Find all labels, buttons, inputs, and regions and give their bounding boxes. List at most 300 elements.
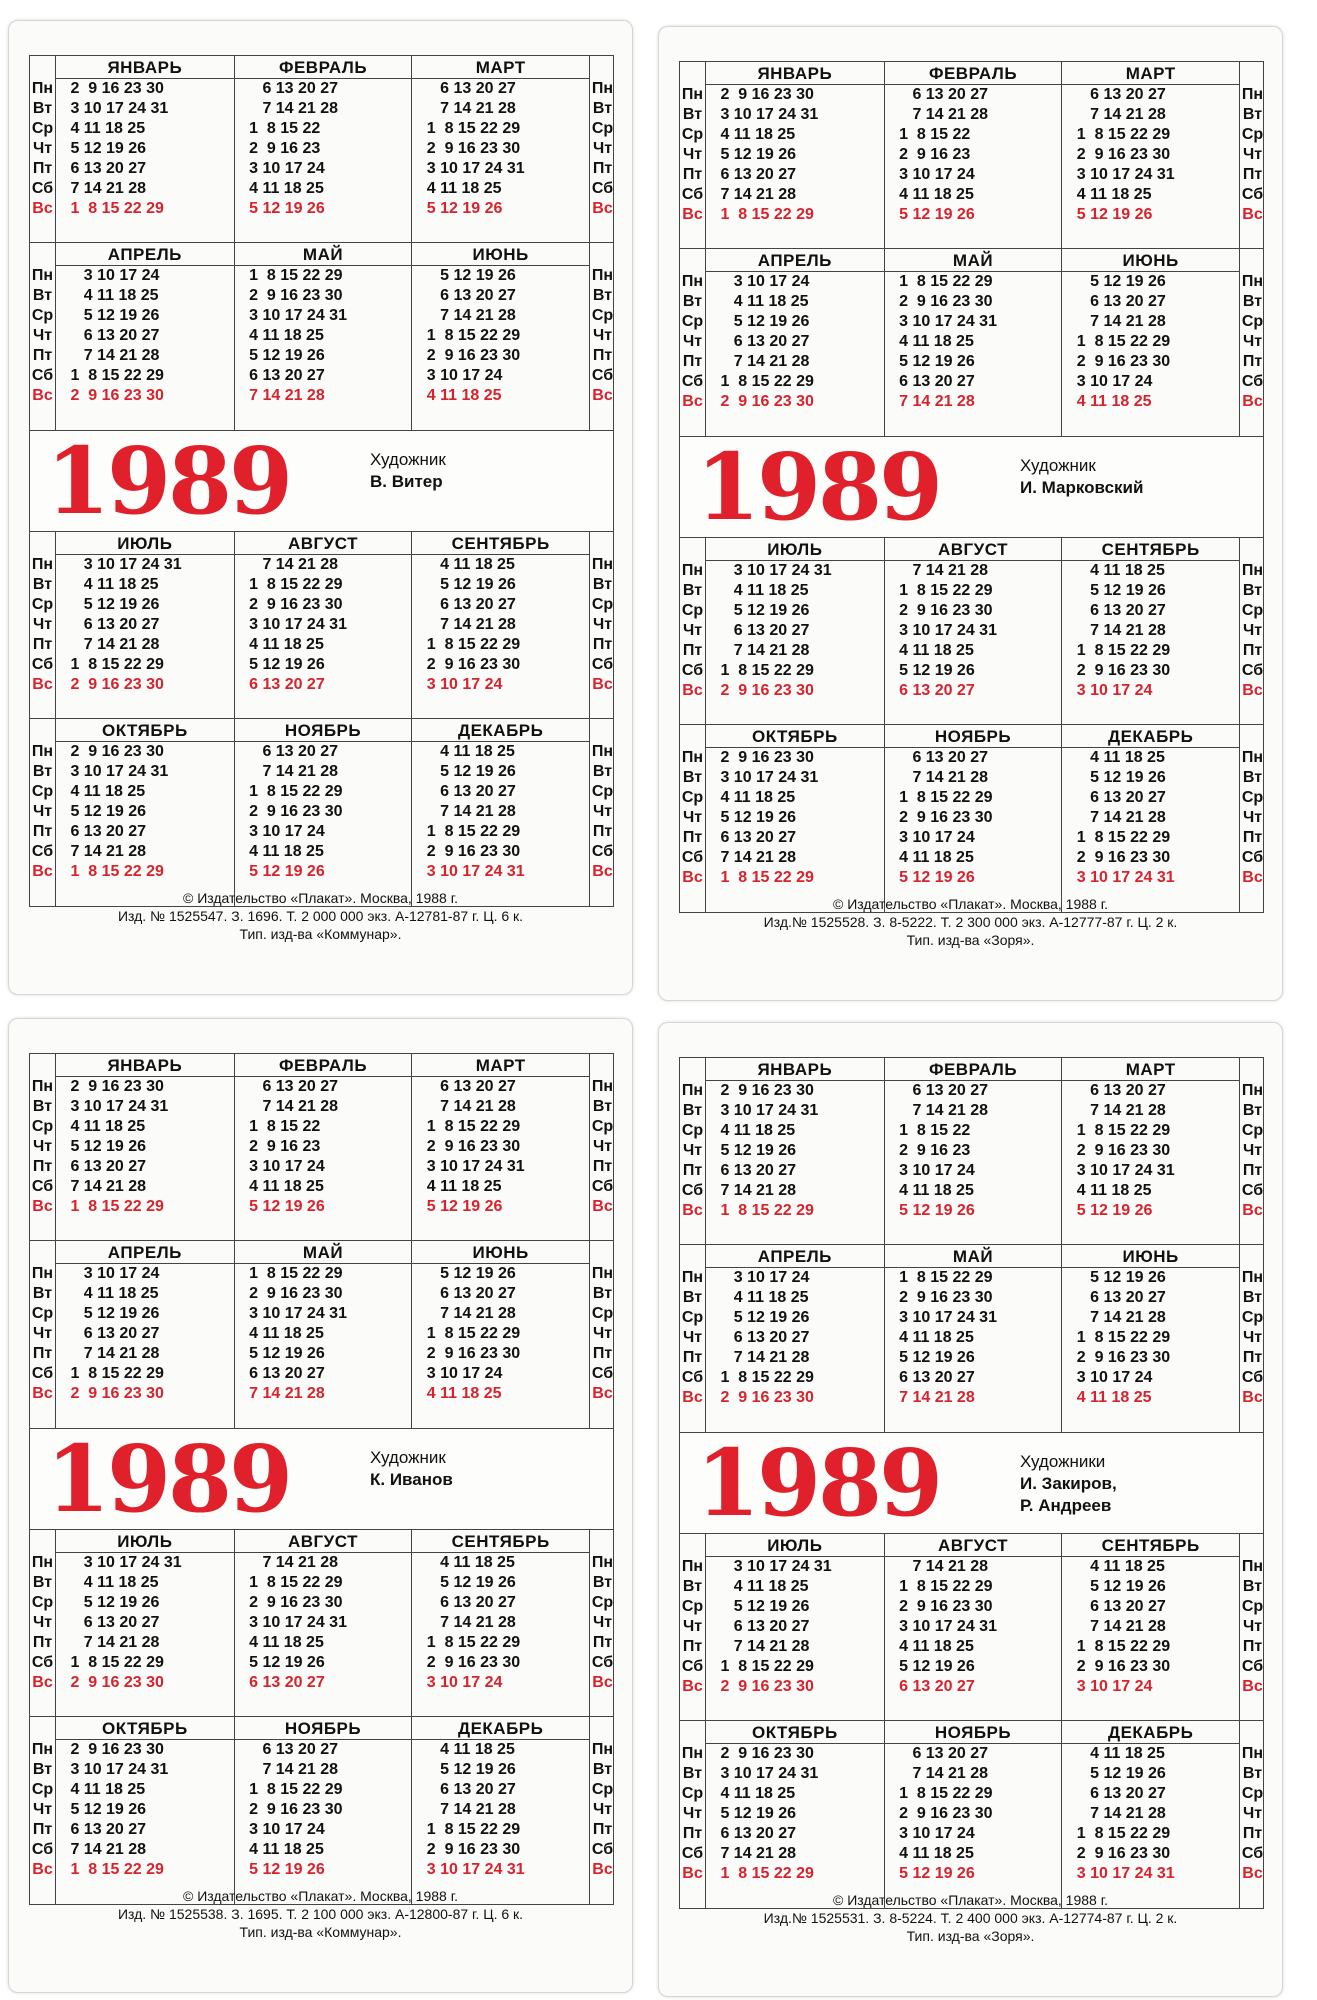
- week-row: 5 12 19 26: [716, 1805, 797, 1822]
- week-row: 5 12 19 26: [894, 1202, 975, 1219]
- month-name: АПРЕЛЬ: [56, 1241, 234, 1264]
- week-row: 4 11 18 25: [66, 1781, 146, 1798]
- weekday-label: Чт: [682, 1329, 703, 1346]
- week-row: 2 9 16 23 30: [422, 1345, 521, 1362]
- weekday-column: [589, 1054, 615, 1240]
- week-row: 2 9 16 23 30: [244, 1285, 343, 1302]
- week-row: 3 10 17 24 31: [66, 556, 182, 573]
- month: [884, 1534, 1062, 1720]
- weekday-label: Пт: [1242, 353, 1263, 370]
- week-row: 5 12 19 26: [1072, 1578, 1166, 1595]
- artist-name: И. Закиров,: [1020, 1474, 1117, 1493]
- week-row: 4 11 18 25: [66, 120, 146, 137]
- weekday-column: [589, 1241, 615, 1428]
- month: [884, 1058, 1062, 1244]
- weekday-label: Сб: [681, 1369, 704, 1386]
- imprint-text: [659, 895, 1282, 949]
- weekday-label: Пн: [1241, 1269, 1264, 1286]
- week-row: 1 8 15 22 29: [66, 1198, 164, 1215]
- week-row: 4 11 18 25: [244, 636, 324, 653]
- week-row: 1 8 15 22 29: [422, 1118, 521, 1135]
- week-row: 5 12 19 26: [66, 803, 147, 820]
- week-row: 2 9 16 23 30: [422, 1654, 521, 1671]
- month-name: ОКТЯБРЬ: [706, 725, 884, 748]
- week-row: 1 8 15 22 29: [716, 1865, 814, 1882]
- weekday-label: Вт: [682, 1102, 703, 1119]
- month-name: МАРТ: [412, 56, 589, 79]
- week-row: 5 12 19 26: [716, 1309, 810, 1326]
- week-row: 6 13 20 27: [1072, 1082, 1166, 1099]
- weekday-column: [589, 1717, 615, 1904]
- week-row: 5 12 19 26: [244, 347, 325, 364]
- week-row: 2 9 16 23 30: [1072, 662, 1171, 679]
- weekday-label: Пт: [592, 1821, 613, 1838]
- imprint-text: [9, 889, 632, 943]
- weekday-label: Вс: [32, 1198, 53, 1215]
- month: [56, 1241, 234, 1428]
- week-row: 4 11 18 25: [716, 582, 809, 599]
- week-row: 1 8 15 22 29: [244, 1265, 343, 1282]
- week-row: 5 12 19 26: [422, 267, 516, 284]
- weekday-label: Ср: [681, 1785, 704, 1802]
- weekday-label: Сб: [31, 367, 54, 384]
- week-row: 1 8 15 22 29: [1072, 126, 1171, 143]
- week-row: 4 11 18 25: [66, 1285, 159, 1302]
- imprint-text: [9, 1887, 632, 1941]
- week-row: 7 14 21 28: [716, 186, 797, 203]
- month: [1061, 249, 1239, 436]
- month-name: АВГУСТ: [885, 538, 1062, 561]
- week-row: 6 13 20 27: [1072, 602, 1166, 619]
- months-row: [56, 719, 589, 906]
- weekday-label: Ср: [31, 307, 54, 324]
- week-row: 7 14 21 28: [716, 642, 810, 659]
- week-row: 3 10 17 24 31: [422, 160, 525, 177]
- artist-name: В. Витер: [370, 472, 443, 491]
- weekday-label: Сб: [31, 843, 54, 860]
- week-row: 2 9 16 23: [894, 1142, 971, 1159]
- weekday-label: Пт: [682, 353, 703, 370]
- week-row: 3 10 17 24 31: [422, 1158, 525, 1175]
- weekday-column: [30, 56, 56, 242]
- weekday-label: Пт: [1242, 1349, 1263, 1366]
- week-row: 5 12 19 26: [1072, 1765, 1166, 1782]
- weekday-label: Ср: [591, 120, 614, 137]
- week-row: 4 11 18 25: [716, 1785, 796, 1802]
- week-row: 2 9 16 23 30: [422, 140, 521, 157]
- weekday-label: Вт: [592, 1285, 613, 1302]
- week-row: 7 14 21 28: [1072, 809, 1166, 826]
- calendar-grid: [679, 61, 1264, 913]
- week-row: 3 10 17 24 31: [244, 307, 347, 324]
- weekday-label: Вт: [592, 100, 613, 117]
- week-row: 4 11 18 25: [244, 180, 324, 197]
- week-row: 3 10 17 24 31: [422, 863, 525, 880]
- week-row: 2 9 16 23 30: [894, 1598, 993, 1615]
- months-row: [56, 1530, 589, 1716]
- week-row: 6 13 20 27: [716, 1825, 797, 1842]
- week-row: 4 11 18 25: [422, 556, 515, 573]
- weekday-label: Пт: [682, 1349, 703, 1366]
- week-row: 4 11 18 25: [716, 293, 809, 310]
- week-row: 3 10 17 24: [716, 1269, 810, 1286]
- week-row: 4 11 18 25: [1072, 1558, 1165, 1575]
- weekday-label: Вт: [682, 1289, 703, 1306]
- quarter-block: [29, 1717, 614, 1905]
- weekday-label: Пт: [1242, 1162, 1263, 1179]
- weekday-label: Ср: [681, 1122, 704, 1139]
- weekday-label: Чт: [682, 1618, 703, 1635]
- month: [411, 56, 589, 242]
- weekday-label: Пн: [31, 743, 54, 760]
- week-row: 1 8 15 22 29: [66, 656, 164, 673]
- week-row: 6 13 20 27: [716, 829, 797, 846]
- month-name: АВГУСТ: [885, 1534, 1062, 1557]
- quarter-block: [679, 725, 1264, 913]
- week-row: 3 10 17 24 31: [66, 1761, 169, 1778]
- week-row: 2 9 16 23 30: [716, 86, 814, 103]
- weekday-label: Пн: [681, 86, 704, 103]
- month-name: ОКТЯБРЬ: [56, 719, 234, 742]
- weekday-label: Вс: [1242, 1389, 1263, 1406]
- week-row: 5 12 19 26: [244, 1198, 325, 1215]
- weekday-label: Пн: [681, 1745, 704, 1762]
- week-row: 6 13 20 27: [66, 1325, 160, 1342]
- weekday-label: Пн: [681, 1558, 704, 1575]
- week-row: 7 14 21 28: [66, 843, 147, 860]
- week-row: 1 8 15 22: [894, 1122, 971, 1139]
- week-row: 3 10 17 24: [422, 676, 503, 693]
- week-row: 3 10 17 24 31: [66, 100, 169, 117]
- weekday-label: Пн: [31, 556, 54, 573]
- week-row: 1 8 15 22 29: [244, 783, 343, 800]
- week-row: 7 14 21 28: [894, 1765, 989, 1782]
- week-row: 4 11 18 25: [1072, 1182, 1152, 1199]
- calendar-grid: [679, 1057, 1264, 1909]
- week-row: 1 8 15 22 29: [716, 373, 814, 390]
- month-name: ФЕВРАЛЬ: [885, 1058, 1062, 1081]
- months-row: [706, 1058, 1239, 1244]
- week-row: 6 13 20 27: [422, 1781, 516, 1798]
- weekday-column: [30, 243, 56, 430]
- week-row: 6 13 20 27: [66, 1614, 160, 1631]
- week-row: 1 8 15 22 29: [422, 120, 521, 137]
- week-row: 4 11 18 25: [716, 126, 796, 143]
- week-row: 7 14 21 28: [716, 849, 797, 866]
- weekday-label: Пт: [1242, 642, 1263, 659]
- week-row: 7 14 21 28: [894, 1102, 989, 1119]
- week-row: 4 11 18 25: [66, 1574, 159, 1591]
- weekday-label: Чт: [682, 146, 703, 163]
- weekday-label: Пт: [32, 636, 53, 653]
- weekday-label: Чт: [32, 616, 53, 633]
- weekday-label: Пт: [682, 829, 703, 846]
- weekday-label: Сб: [591, 843, 614, 860]
- week-row: 6 13 20 27: [66, 616, 160, 633]
- weekday-label: Пн: [591, 1554, 614, 1571]
- weekday-label: Вт: [592, 1574, 613, 1591]
- week-row: 2 9 16 23: [244, 140, 321, 157]
- weekday-label: Вт: [592, 1761, 613, 1778]
- week-row: 2 9 16 23 30: [894, 293, 993, 310]
- week-row: 1 8 15 22 29: [244, 267, 343, 284]
- week-row: 7 14 21 28: [244, 763, 339, 780]
- artist-name: Р. Андреев: [1020, 1496, 1112, 1515]
- month: [1061, 1721, 1239, 1908]
- weekday-label: Вс: [1242, 869, 1263, 886]
- weekday-label: Ср: [681, 1598, 704, 1615]
- week-row: 6 13 20 27: [244, 80, 339, 97]
- month: [884, 1721, 1062, 1908]
- week-row: 3 10 17 24 31: [1072, 869, 1175, 886]
- week-row: 7 14 21 28: [1072, 1309, 1166, 1326]
- week-row: 4 11 18 25: [894, 849, 974, 866]
- month: [884, 725, 1062, 912]
- weekday-label: Чт: [32, 1325, 53, 1342]
- month-name: ЯНВАРЬ: [56, 1054, 234, 1077]
- week-row: 3 10 17 24 31: [66, 1554, 182, 1571]
- week-row: 7 14 21 28: [422, 307, 516, 324]
- weekday-label: Вт: [32, 763, 53, 780]
- week-row: 5 12 19 26: [1072, 1202, 1153, 1219]
- week-row: 2 9 16 23 30: [422, 843, 521, 860]
- weekday-label: Пт: [682, 642, 703, 659]
- week-row: 3 10 17 24: [422, 367, 503, 384]
- week-row: 2 9 16 23 30: [66, 1078, 164, 1095]
- week-row: 3 10 17 24 31: [244, 1305, 347, 1322]
- week-row: 3 10 17 24: [716, 273, 810, 290]
- weekday-label: Сб: [1241, 1658, 1264, 1675]
- week-row: 4 11 18 25: [894, 1182, 974, 1199]
- week-row: 6 13 20 27: [894, 1369, 975, 1386]
- weekday-label: Сб: [1241, 1369, 1264, 1386]
- imprint-line: Тип. изд-ва «Зоря».: [906, 1928, 1035, 1944]
- week-row: 6 13 20 27: [66, 327, 160, 344]
- week-row: 7 14 21 28: [244, 1554, 339, 1571]
- month-name: МАЙ: [885, 1245, 1062, 1268]
- week-row: 7 14 21 28: [66, 1178, 147, 1195]
- quarter-block: [679, 61, 1264, 249]
- week-row: 6 13 20 27: [1072, 1785, 1166, 1802]
- week-row: 3 10 17 24: [66, 267, 160, 284]
- week-row: 3 10 17 24: [422, 1674, 503, 1691]
- weekday-label: Ср: [1241, 1598, 1264, 1615]
- week-row: 1 8 15 22: [894, 126, 971, 143]
- week-row: 3 10 17 24: [66, 1265, 160, 1282]
- month: [706, 725, 884, 912]
- week-row: 2 9 16 23: [894, 146, 971, 163]
- week-row: 7 14 21 28: [244, 387, 325, 404]
- months-row: [706, 725, 1239, 912]
- month: [706, 538, 884, 724]
- week-row: 2 9 16 23 30: [422, 1841, 521, 1858]
- week-row: 7 14 21 28: [422, 803, 516, 820]
- week-row: 2 9 16 23 30: [1072, 849, 1171, 866]
- weekday-column: [680, 62, 706, 248]
- weekday-column: [1239, 1058, 1265, 1244]
- week-row: 6 13 20 27: [422, 80, 516, 97]
- week-row: 6 13 20 27: [1072, 293, 1166, 310]
- week-row: 7 14 21 28: [66, 1634, 160, 1651]
- year-banner: [679, 1429, 1264, 1537]
- weekday-label: Чт: [32, 327, 53, 344]
- weekday-column: [680, 1058, 706, 1244]
- week-row: 6 13 20 27: [244, 743, 339, 760]
- weekday-label: Чт: [592, 1325, 613, 1342]
- weekday-label: Вт: [1242, 293, 1263, 310]
- week-row: 7 14 21 28: [244, 556, 339, 573]
- weekday-column: [680, 1245, 706, 1432]
- week-row: 2 9 16 23 30: [894, 1805, 993, 1822]
- week-row: 4 11 18 25: [1072, 186, 1152, 203]
- weekday-label: Вт: [1242, 106, 1263, 123]
- weekday-label: Вт: [32, 287, 53, 304]
- month-name: ИЮНЬ: [412, 243, 589, 266]
- weekday-label: Ср: [591, 1118, 614, 1135]
- weekday-label: Пн: [591, 267, 614, 284]
- weekday-label: Чт: [592, 327, 613, 344]
- week-row: 5 12 19 26: [422, 763, 516, 780]
- weekday-label: Пн: [681, 273, 704, 290]
- week-row: 5 12 19 26: [716, 146, 797, 163]
- weekday-label: Ср: [681, 789, 704, 806]
- weekday-label: Ср: [31, 1118, 54, 1135]
- weekday-label: Вт: [1242, 769, 1263, 786]
- week-row: 6 13 20 27: [716, 1162, 797, 1179]
- week-row: 5 12 19 26: [894, 1349, 975, 1366]
- imprint-line: Изд.№ 1525528. З. 8-5222. Т. 2 300 000 экз. А-12777-87 г. Ц. 2 к.: [763, 914, 1178, 930]
- week-row: 1 8 15 22 29: [66, 200, 164, 217]
- week-row: 3 10 17 24: [1072, 682, 1153, 699]
- week-row: 1 8 15 22 29: [66, 1861, 164, 1878]
- month-name: НОЯБРЬ: [885, 1721, 1062, 1744]
- week-row: 7 14 21 28: [244, 1385, 325, 1402]
- week-row: 1 8 15 22 29: [1072, 1825, 1171, 1842]
- week-row: 3 10 17 24: [244, 823, 325, 840]
- week-row: 3 10 17 24 31: [716, 562, 832, 579]
- week-row: 7 14 21 28: [422, 616, 516, 633]
- imprint-line: Тип. изд-ва «Коммунар».: [239, 926, 402, 942]
- weekday-label: Сб: [681, 849, 704, 866]
- week-row: 6 13 20 27: [244, 1674, 325, 1691]
- weekday-label: Сб: [681, 1182, 704, 1199]
- month-name: ДЕКАБРЬ: [412, 1717, 589, 1740]
- month-name: АПРЕЛЬ: [56, 243, 234, 266]
- week-row: 6 13 20 27: [716, 166, 797, 183]
- week-row: 6 13 20 27: [716, 1618, 810, 1635]
- week-row: 2 9 16 23 30: [66, 1741, 164, 1758]
- weekday-label: Чт: [682, 1142, 703, 1159]
- week-row: 5 12 19 26: [422, 1761, 516, 1778]
- weekday-label: Вс: [682, 869, 703, 886]
- week-row: 3 10 17 24 31: [716, 106, 819, 123]
- week-row: 6 13 20 27: [894, 1678, 975, 1695]
- week-row: 4 11 18 25: [66, 1118, 146, 1135]
- quarter-block: [679, 1245, 1264, 1433]
- month-name: ЯНВАРЬ: [706, 1058, 884, 1081]
- week-row: 6 13 20 27: [422, 596, 516, 613]
- week-row: 4 11 18 25: [244, 327, 324, 344]
- week-row: 2 9 16 23 30: [1072, 146, 1171, 163]
- month-name: СЕНТЯБРЬ: [1062, 538, 1239, 561]
- week-row: 3 10 17 24 31: [244, 1614, 347, 1631]
- weekday-label: Ср: [31, 120, 54, 137]
- weekday-column: [680, 1534, 706, 1720]
- week-row: 4 11 18 25: [244, 843, 324, 860]
- week-row: 2 9 16 23 30: [1072, 1845, 1171, 1862]
- week-row: 7 14 21 28: [716, 1182, 797, 1199]
- weekday-label: Чт: [32, 1138, 53, 1155]
- quarter-block: [679, 1533, 1264, 1721]
- weekday-column: [1239, 1721, 1265, 1908]
- weekday-column: [30, 719, 56, 906]
- weekday-label: Пн: [31, 1554, 54, 1571]
- weekday-label: Ср: [1241, 789, 1264, 806]
- week-row: 1 8 15 22 29: [716, 1202, 814, 1219]
- weekday-column: [30, 1054, 56, 1240]
- week-row: 5 12 19 26: [66, 1594, 160, 1611]
- weekday-label: Вс: [32, 863, 53, 880]
- weekday-column: [30, 532, 56, 718]
- week-row: 7 14 21 28: [66, 180, 147, 197]
- quarter-block: [29, 55, 614, 243]
- week-row: 6 13 20 27: [422, 1078, 516, 1095]
- week-row: 5 12 19 26: [244, 1345, 325, 1362]
- month: [56, 243, 234, 430]
- weekday-label: Ср: [681, 602, 704, 619]
- week-row: 4 11 18 25: [894, 642, 974, 659]
- weekday-label: Пн: [591, 80, 614, 97]
- week-row: 2 9 16 23 30: [244, 1594, 343, 1611]
- weekday-label: Вт: [592, 1098, 613, 1115]
- week-row: 1 8 15 22 29: [716, 662, 814, 679]
- weekday-column: [1239, 249, 1265, 436]
- weekday-label: Ср: [591, 1305, 614, 1322]
- week-row: 1 8 15 22: [244, 120, 321, 137]
- week-row: 2 9 16 23 30: [66, 80, 164, 97]
- weekday-label: Сб: [591, 367, 614, 384]
- week-row: 3 10 17 24 31: [1072, 1865, 1175, 1882]
- weekday-column: [589, 719, 615, 906]
- week-row: 3 10 17 24 31: [716, 1765, 819, 1782]
- week-row: 5 12 19 26: [244, 200, 325, 217]
- week-row: 2 9 16 23 30: [422, 1138, 521, 1155]
- artist-label: Художник: [370, 450, 446, 469]
- month: [884, 1245, 1062, 1432]
- weekday-label: Сб: [31, 180, 54, 197]
- week-row: 7 14 21 28: [716, 1638, 810, 1655]
- weekday-label: Сб: [31, 1365, 54, 1382]
- week-row: 2 9 16 23 30: [716, 1389, 814, 1406]
- months-row: [706, 1721, 1239, 1908]
- weekday-label: Вс: [592, 1198, 613, 1215]
- week-row: 3 10 17 24 31: [244, 616, 347, 633]
- week-row: 4 11 18 25: [66, 287, 159, 304]
- month-name: АВГУСТ: [235, 1530, 412, 1553]
- week-row: 5 12 19 26: [894, 206, 975, 223]
- weekday-label: Пт: [682, 1638, 703, 1655]
- week-row: 2 9 16 23 30: [894, 1289, 993, 1306]
- week-row: 1 8 15 22 29: [1072, 829, 1171, 846]
- year-title: 1989: [696, 1429, 941, 1537]
- weekday-label: Пт: [32, 1634, 53, 1651]
- weekday-label: Чт: [1242, 622, 1263, 639]
- weekday-label: Сб: [591, 1654, 614, 1671]
- weekday-label: Вс: [1242, 1678, 1263, 1695]
- weekday-label: Вт: [32, 1285, 53, 1302]
- month-name: ИЮНЬ: [1062, 249, 1239, 272]
- week-row: 1 8 15 22 29: [66, 367, 164, 384]
